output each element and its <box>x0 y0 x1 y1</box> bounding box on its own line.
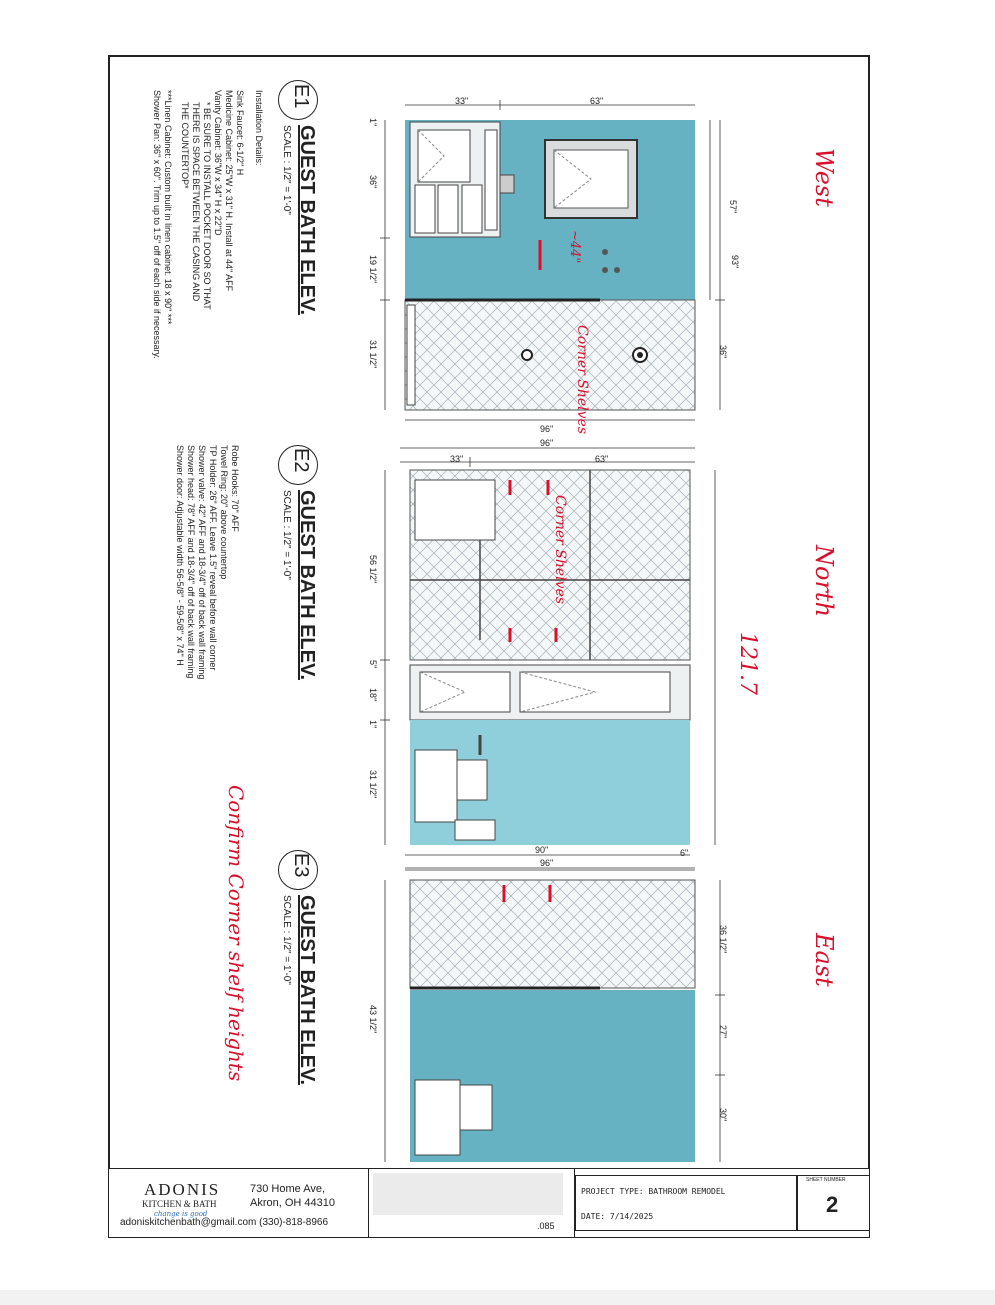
annotation-shelf-height: ~44" <box>567 230 582 264</box>
brand-name: ADONIS <box>144 1180 221 1199</box>
e2-note-line: Towel Ring: 20" above countertop <box>219 445 229 580</box>
e2-note-line: Shower valve: 42" AFF and 18-3/4" off of back wall framing <box>197 445 207 680</box>
e1-note-line: THERE IS SPACE BETWEEN THE CASING AND <box>191 102 201 302</box>
dim-e1-bottom: 96" <box>540 424 554 434</box>
dim-e1-left-2: 36" <box>368 175 378 189</box>
e2-scale: SCALE : 1/2" = 1'-0" <box>281 490 292 580</box>
dim-e2-left-1: 56 1/2" <box>368 555 378 584</box>
dim-e2-left-5: 31 1/2" <box>368 770 378 799</box>
annotation-east: East <box>810 933 838 987</box>
client-box <box>368 1168 575 1238</box>
dim-e2-left-2: 5" <box>368 660 378 669</box>
title-block-logo <box>108 1168 368 1224</box>
sheet-number-label: SHEET NUMBER <box>806 1177 846 1183</box>
dim-e3-right-3: 30" <box>718 1108 728 1122</box>
annotation-west: West <box>810 148 838 207</box>
dim-e1-left-4: 31 1/2" <box>368 340 378 369</box>
dim-e1-top-2: 63" <box>590 96 604 106</box>
e1-note-line: * BE SURE TO INSTALL POCKET DOOR SO THAT <box>202 102 212 310</box>
project-date: DATE: 7/14/2025 <box>581 1212 654 1221</box>
project-box <box>575 1175 797 1231</box>
e1-title: GUEST BATH ELEV. <box>296 125 318 316</box>
address-line-2: Akron, OH 44310 <box>250 1197 335 1209</box>
dim-e2-bottom-1: 90" <box>535 845 549 855</box>
e1-note-line: ***Linen Cabinet: Custom built in linen cabinet. 18 x 90" *** <box>163 90 173 325</box>
dim-e3-right-1: 36 1/2" <box>718 925 728 954</box>
e1-note-line: Shower Pan: 36" x 60". Trim up to 1.5" off of each side if necessary. <box>152 90 162 359</box>
dim-e3-right-2: 27" <box>718 1025 728 1039</box>
dim-e1-right-1: 57" <box>728 200 738 214</box>
dim-e1-right-3: 36" <box>718 345 728 359</box>
e2-note-line: TP Holder: 26" AFF. Leave 1.5" reveal before wall corner <box>208 445 218 671</box>
contact-line: adoniskitchenbath@gmail.com (330)-818-8966 <box>120 1217 329 1228</box>
dim-e2-left-4: 1" <box>368 720 378 729</box>
elevation-e1 <box>380 100 725 420</box>
annotation-confirm-heights: Confirm Corner shelf heights <box>224 785 248 1082</box>
e1-notes-heading: Installation Details: <box>254 90 264 166</box>
brand-sub: KITCHEN & BATH <box>142 1199 217 1209</box>
sheet-number: 2 <box>826 1192 839 1217</box>
e2-tag: E2 <box>290 448 312 473</box>
e1-note-line: Medicine Cabinet: 25"W x 31" H. Install at 44" AFF <box>224 90 234 292</box>
address-line-1: 730 Home Ave, <box>250 1183 326 1195</box>
brand-tagline: change is good <box>154 1210 208 1218</box>
dim-e3-top: 96" <box>540 858 554 868</box>
dim-e2-left-3: 18" <box>368 688 378 702</box>
annotation-corner-shelves-2: Corner Shelves <box>552 495 568 605</box>
dim-e2-sub-1: 33" <box>450 454 464 464</box>
elevation-e2 <box>380 448 715 868</box>
sheet-number-box <box>797 1175 870 1231</box>
dim-e1-right-2: 93" <box>730 255 740 269</box>
e2-notes <box>174 445 240 679</box>
e3-title: GUEST BATH ELEV. <box>296 895 318 1086</box>
annotation-corner-shelves-1: Corner Shelves <box>574 325 590 435</box>
e2-note-line: Shower door: Adjustable width 56-5/8" - 59-5/8" x 74" H <box>175 445 185 666</box>
e2-title: GUEST BATH ELEV. <box>296 490 318 681</box>
annotation-north: North <box>810 545 838 618</box>
e1-tag: E1 <box>290 84 312 109</box>
e1-notes <box>151 90 264 359</box>
e1-note-line: Vanity Cabinet: 36"W x 34" H x 22"D <box>213 90 223 236</box>
e1-scale: SCALE : 1/2" = 1'-0" <box>281 125 292 215</box>
dim-e2-sub-2: 63" <box>595 454 609 464</box>
e2-note-line: Robe Hooks: 70" AFF <box>230 445 240 532</box>
dim-e2-bottom-2: 6" <box>680 848 689 858</box>
dim-e2-top: 96" <box>540 438 554 448</box>
elevation-e3 <box>385 870 725 1162</box>
client-partial: .085 <box>537 1221 555 1231</box>
e1-note-line: Sink Faucet: 6-1/2" H <box>235 90 245 176</box>
project-type: PROJECT TYPE: BATHROOM REMODEL <box>581 1187 726 1196</box>
e1-note-line: THE COUNTERTOP* <box>180 102 190 189</box>
e2-note-line: Shower head: 78" AFF and 18-3/4" off of back wall framing <box>186 445 196 679</box>
dim-e1-left-1: 1" <box>368 118 378 127</box>
dim-e1-top-1: 33" <box>455 96 469 106</box>
annotation-dim-121: 121.7 <box>735 632 760 695</box>
dim-e1-left-3: 19 1/2" <box>368 255 378 284</box>
e3-tag: E3 <box>290 853 312 878</box>
e3-scale: SCALE : 1/2" = 1'-0" <box>281 895 292 985</box>
dim-e3-left: 43 1/2" <box>368 1005 378 1034</box>
client-redacted <box>373 1173 563 1215</box>
